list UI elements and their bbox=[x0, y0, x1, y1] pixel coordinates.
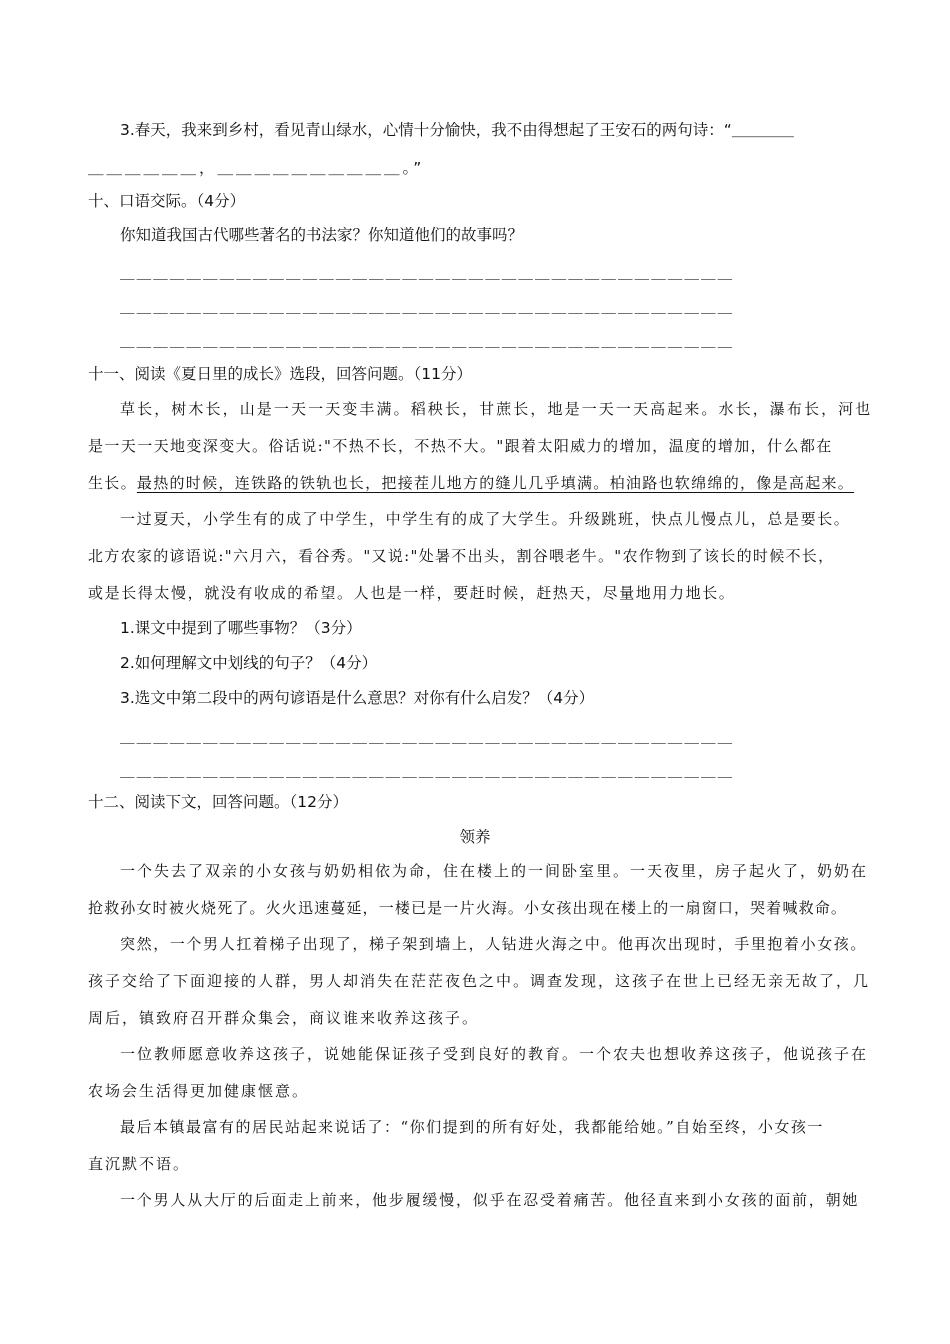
q9-item3-line2: ＿＿＿＿＿＿，＿＿＿＿＿＿＿＿＿＿。” bbox=[88, 159, 425, 177]
q11-answer-line-1: ＿＿＿＿＿＿＿＿＿＿＿＿＿＿＿＿＿＿＿＿＿＿＿＿＿＿＿＿＿＿＿＿＿＿＿＿＿ bbox=[120, 730, 735, 746]
q11-question-3: 3.选文中第二段中的两句谚语是什么意思？对你有什么启发？（4分） bbox=[120, 689, 595, 707]
q12-passage-line: 直沉默不语。 bbox=[88, 1155, 191, 1173]
q12-passage-line: 抢救孙女时被火烧死了。火火迅速蔓延，一楼已是一片火海。小女孩出现在楼上的一扇窗口，哭着喊救命。 bbox=[88, 899, 848, 917]
q11-answer-line-2: ＿＿＿＿＿＿＿＿＿＿＿＿＿＿＿＿＿＿＿＿＿＿＿＿＿＿＿＿＿＿＿＿＿＿＿＿＿ bbox=[120, 764, 735, 780]
q10-answer-line-1: ＿＿＿＿＿＿＿＿＿＿＿＿＿＿＿＿＿＿＿＿＿＿＿＿＿＿＿＿＿＿＿＿＿＿＿＿＿ bbox=[120, 266, 735, 282]
q10-heading: 十、口语交际。（4分） bbox=[88, 192, 246, 210]
q11-passage-line: 是一天一天地变深变大。俗话说:"不热不长，不热不大。"跟着太阳威力的增加，温度的增加，什么都在 bbox=[88, 437, 833, 455]
q11-passage-line: 一过夏天，小学生有的成了中学生，中学生有的成了大学生。升级跳班，快点儿慢点儿，总是要长。 bbox=[120, 510, 851, 528]
q10-answer-line-2: ＿＿＿＿＿＿＿＿＿＿＿＿＿＿＿＿＿＿＿＿＿＿＿＿＿＿＿＿＿＿＿＿＿＿＿＿＿ bbox=[120, 300, 735, 316]
q11-question-2: 2.如何理解文中划线的句子？（4分） bbox=[120, 654, 378, 672]
q12-passage-line: 一个失去了双亲的小女孩与奶奶相依为命，住在楼上的一间卧室里。一天夜里，房子起火了，奶奶在 bbox=[120, 862, 869, 880]
q12-passage-line: 突然，一个男人扛着梯子出现了，梯子架到墙上，人钻进火海之中。他再次出现时，手里抱着小女孩。 bbox=[120, 935, 868, 953]
q9-item3-line1: 3.春天，我来到乡村，看见青山绿水，心情十分愉快，我不由得想起了王安石的两句诗：“＿＿＿＿ bbox=[120, 121, 794, 139]
q11-passage-text: 生长。 bbox=[88, 474, 137, 492]
q11-passage-line: 北方农家的谚语说:"六月六，看谷秀。"又说:"处暑不出头，割谷喂老牛。"农作物到了该长的时候不长， bbox=[88, 547, 835, 565]
q12-passage-line: 孩子交给了下面迎接的人群，男人却消失在茫茫夜色之中。调查发现，这孩子在世上已经无亲无故了，几 bbox=[88, 972, 871, 990]
q11-question-1: 1.课文中提到了哪些事物？（3分） bbox=[120, 619, 362, 637]
q11-passage-line: 或是长得太慢，就没有收成的希望。人也是一样，要赶时候，赶热天，尽量地用力地长。 bbox=[88, 584, 736, 602]
underlined-sentence: 最热的时候，连铁路的铁轨也长，把接茬儿地方的缝儿几乎填满。柏油路也软绵绵的，像是高起来。 bbox=[136, 474, 855, 492]
q12-passage-line: 一个男人从大厅的后面走上前来，他步履缓慢，似乎在忍受着痛苦。他径直来到小女孩的面前，朝她 bbox=[120, 1191, 860, 1209]
q11-passage-line bbox=[88, 472, 854, 494]
q12-passage-line: 周后，镇致府召开群众集会，商议谁来收养这孩子。 bbox=[88, 1009, 480, 1027]
q12-passage-line: 农场会生活得更加健康惬意。 bbox=[88, 1082, 310, 1100]
q11-passage-line: 草长，树木长，山是一天一天变丰满。稻秧长，甘蔗长，地是一天一天高起来。水长，瀑布长，河也 bbox=[120, 400, 873, 418]
q12-heading: 十二、阅读下文，回答问题。（12分） bbox=[88, 793, 348, 811]
q11-heading: 十一、阅读《夏日里的成长》选段，回答问题。（11分） bbox=[88, 365, 472, 383]
q10-question: 你知道我国古代哪些著名的书法家？你知道他们的故事吗？ bbox=[120, 226, 524, 244]
q12-passage-line: 一位教师愿意收养这孩子，说她能保证孩子受到良好的教育。一个农夫也想收养这孩子，他说孩子在 bbox=[120, 1045, 869, 1063]
q12-passage-line: 最后本镇最富有的居民站起来说话了：“你们提到的所有好处，我都能给她。”自始至终，小女孩一 bbox=[120, 1118, 824, 1136]
q10-answer-line-3: ＿＿＿＿＿＿＿＿＿＿＿＿＿＿＿＿＿＿＿＿＿＿＿＿＿＿＿＿＿＿＿＿＿＿＿＿＿ bbox=[120, 334, 735, 350]
q12-passage-title: 领养 bbox=[459, 828, 491, 846]
